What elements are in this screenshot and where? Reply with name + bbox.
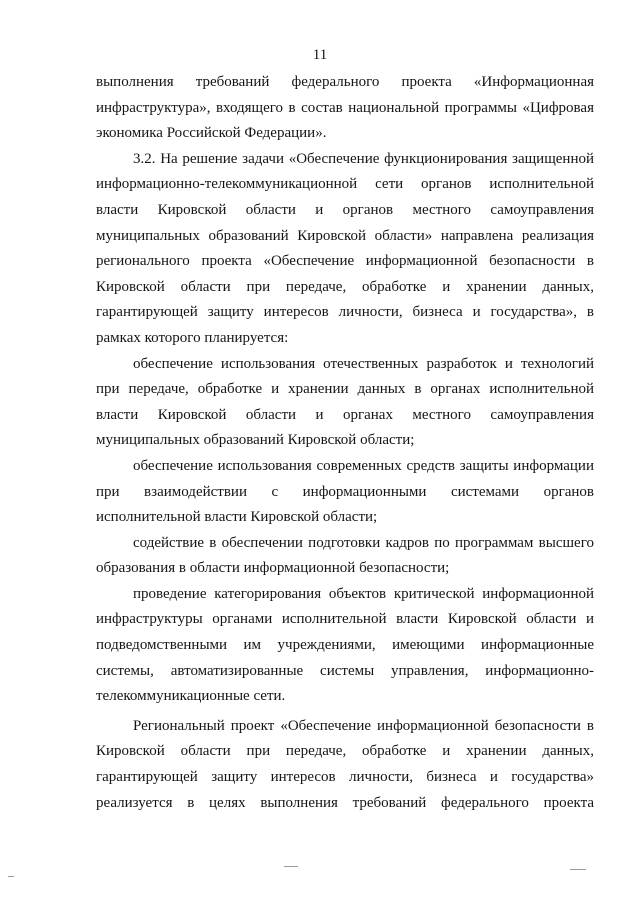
text-line: при передаче, обработке и хранении данных в органах исполнительной — [96, 381, 594, 398]
text-line: обеспечение использования отечественных разработок и технологий — [133, 355, 594, 372]
text-line: 3.2. На решение задачи «Обеспечение функционирования защищенной — [133, 150, 594, 167]
text-line: Региональный проект «Обеспечение информационной безопасности в — [133, 717, 594, 734]
text-line: содействие в обеспечении подготовки кадров по программам высшего — [133, 534, 594, 551]
text-line: власти Кировской области и органах местного самоуправления — [96, 406, 594, 423]
text-line: при взаимодействии с информационными системами органов — [96, 483, 594, 500]
text-line: информационно-телекоммуникационной сети органов исполнительной — [96, 176, 594, 193]
text-line: образования в области информационной безопасности; — [96, 560, 450, 577]
text-line: рамках которого планируется: — [96, 329, 289, 346]
text-line: власти Кировской области и органов местного самоуправления — [96, 201, 594, 218]
scan-mark — [570, 869, 586, 870]
page-number: 11 — [312, 47, 328, 63]
text-line: инфраструктуры органами исполнительной власти Кировской области и — [96, 611, 594, 628]
text-line: выполнения требований федерального проекта «Информационная — [96, 74, 594, 90]
text-line: реализуется в целях выполнения требований федерального проекта — [96, 794, 594, 811]
text-line: системы, автоматизированные системы управления, информационно- — [96, 662, 594, 679]
text-line: муниципальных образований Кировской области» направлена реализация — [96, 227, 594, 244]
scan-mark — [284, 866, 298, 867]
text-line: инфраструктура», входящего в состав национальной программы «Цифровая — [96, 99, 594, 116]
text-line: Кировской области при передаче, обработке и хранении данных, — [96, 743, 594, 760]
text-line: проведение категорирования объектов критической информационной — [133, 585, 594, 602]
text-line: обеспечение использования современных средств защиты информации — [133, 457, 594, 474]
text-line: муниципальных образований Кировской области; — [96, 432, 415, 449]
text-line: подведомственными им учреждениями, имеющими информационные — [96, 637, 594, 654]
text-line: гарантирующей защиту интересов личности, бизнеса и государства» — [96, 769, 594, 786]
text-line: гарантирующей защиту интересов личности, бизнеса и государства», в — [96, 304, 594, 321]
text-line: исполнительной власти Кировской области; — [96, 509, 378, 526]
body-text — [96, 70, 594, 816]
text-line: Кировской области при передаче, обработке и хранении данных, — [96, 278, 594, 295]
text-line: регионального проекта «Обеспечение информационной безопасности в — [96, 253, 594, 270]
text-line: экономика Российской Федерации». — [96, 125, 327, 142]
scan-mark — [8, 876, 14, 877]
text-line: телекоммуникационные сети. — [96, 688, 286, 705]
